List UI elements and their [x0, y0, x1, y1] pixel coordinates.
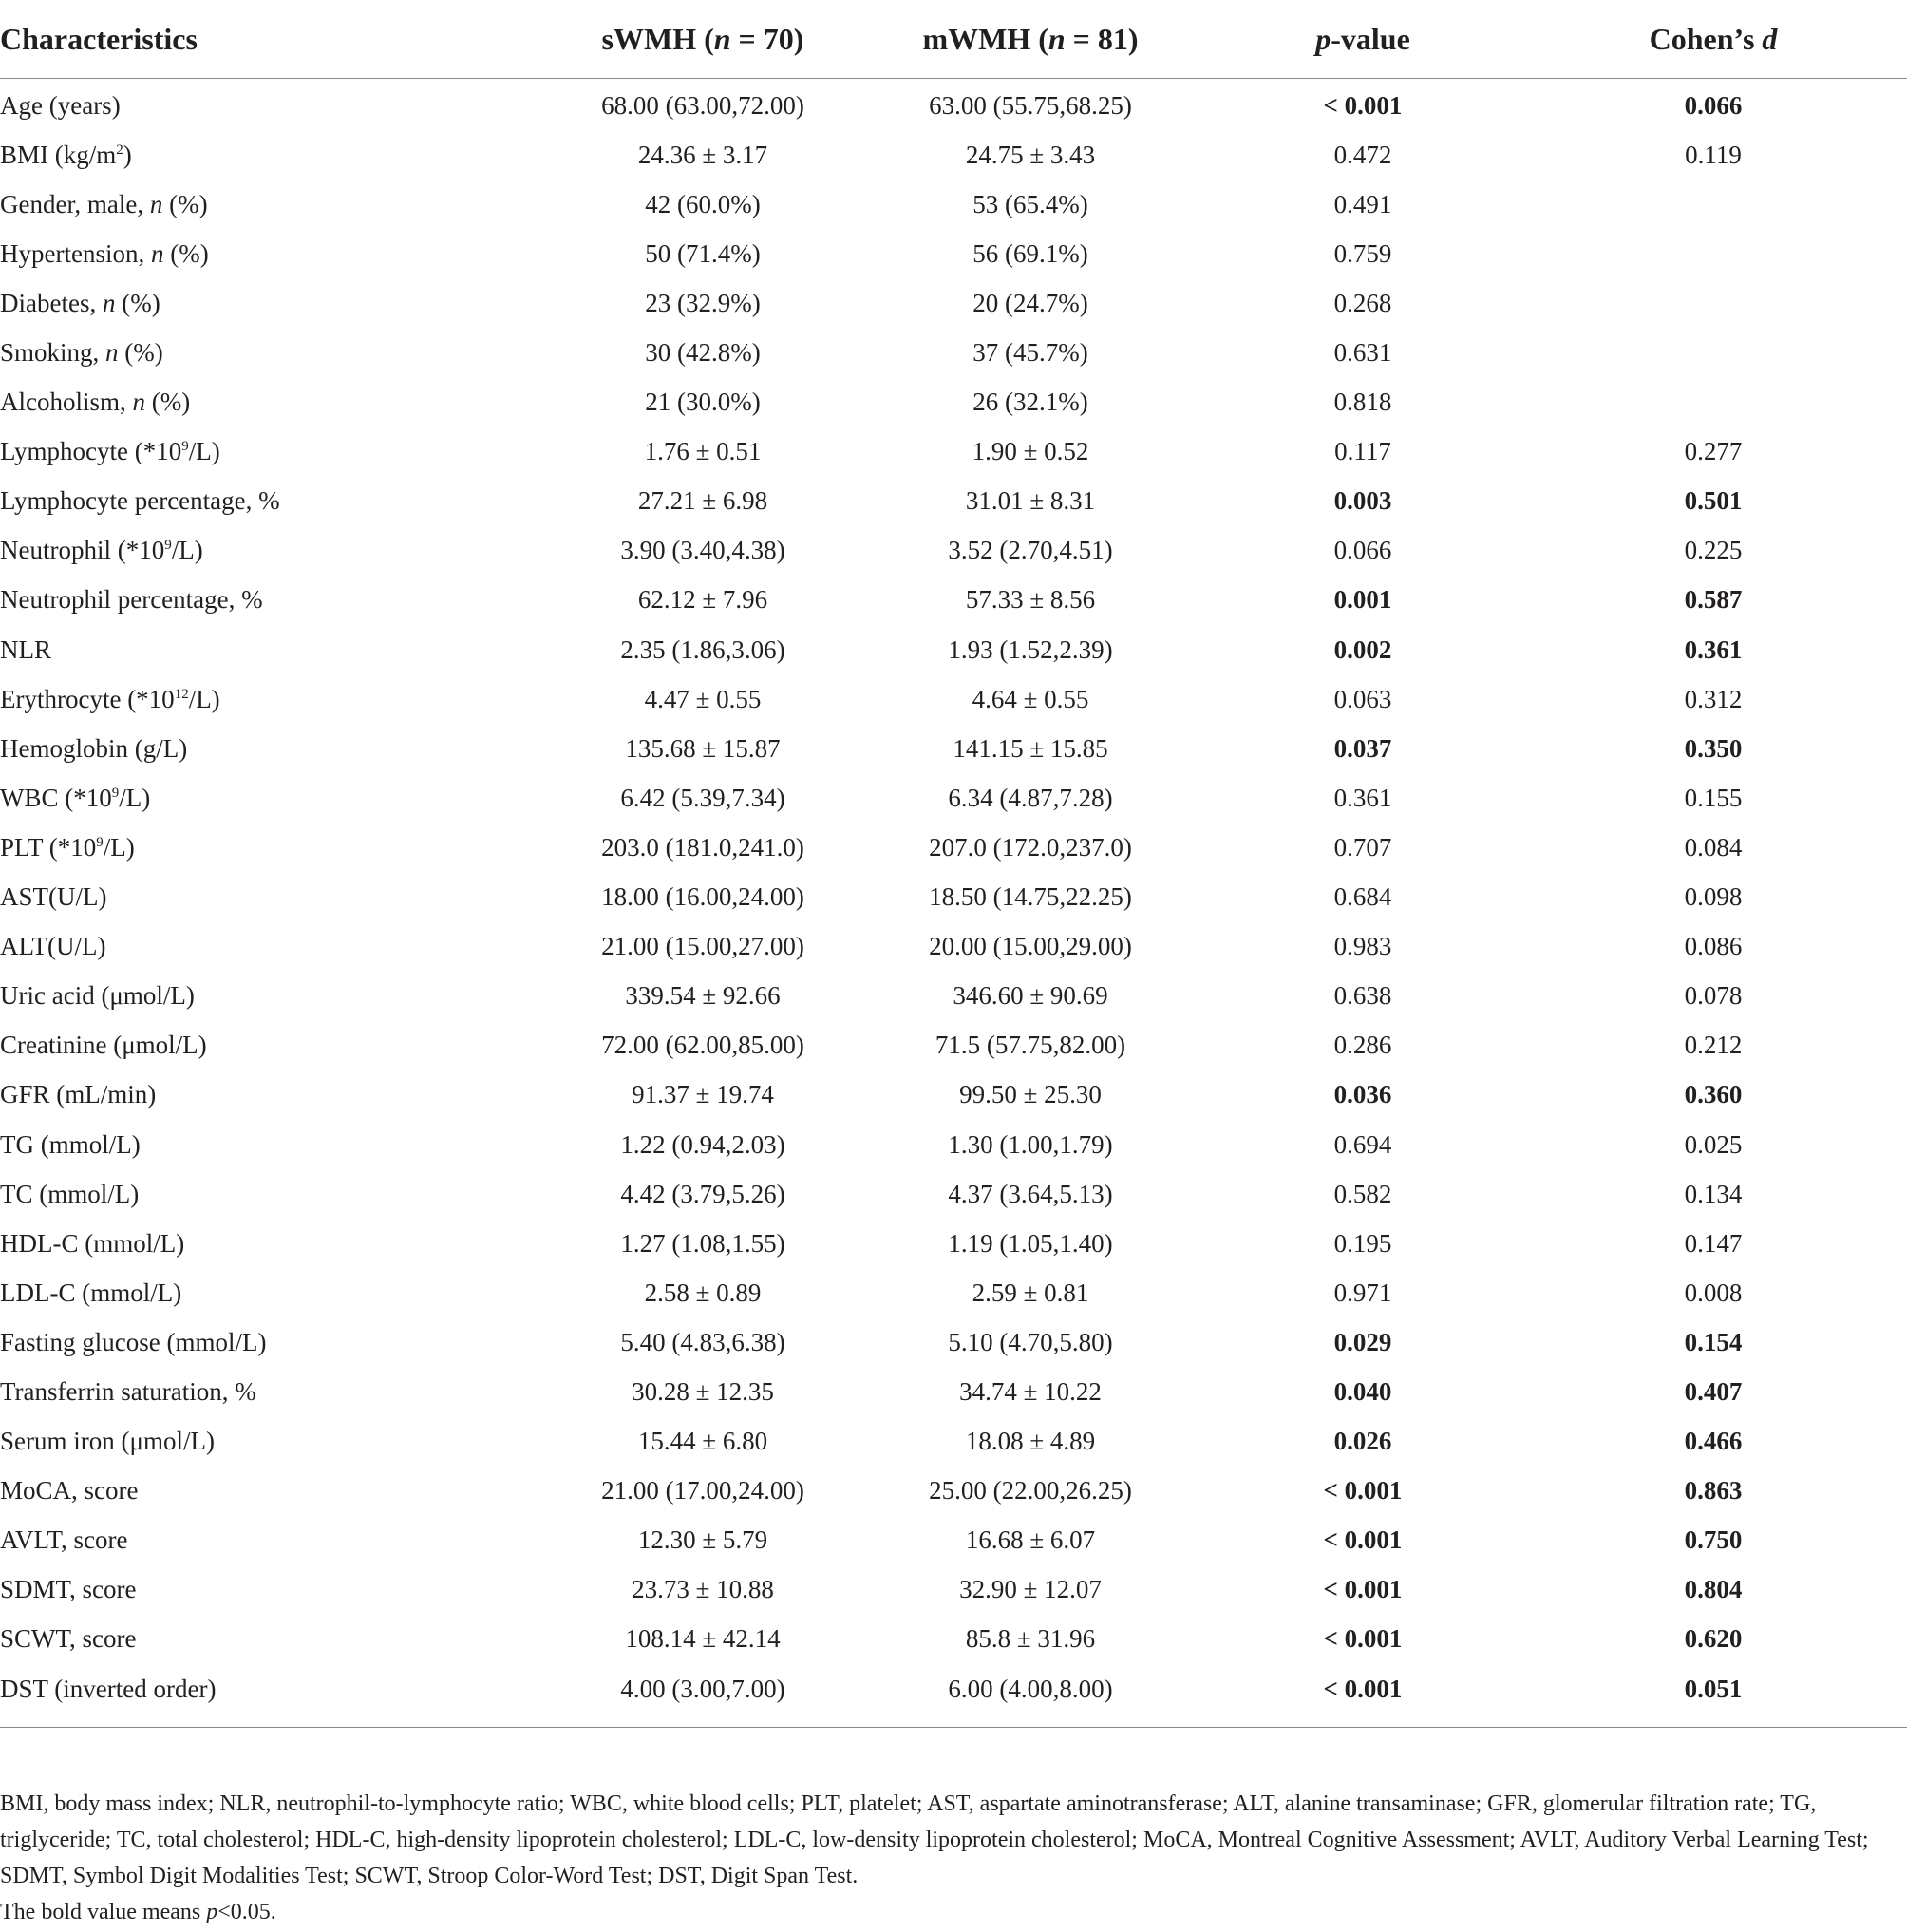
table-row — [0, 427, 1907, 477]
header-p-value: p-value — [1206, 0, 1520, 79]
table-row — [0, 1317, 1907, 1367]
cell-swmh: 4.00 (3.00,7.00) — [620, 1674, 785, 1703]
row-label: GFR (mL/min) — [0, 1080, 157, 1109]
cell-p-value: 0.003 — [1333, 486, 1392, 516]
cell-p-value: 0.268 — [1333, 288, 1392, 317]
row-label: Neutrophil $(*10^9/L)$ — [0, 536, 203, 565]
cell-mwmh: 6.34 (4.87,7.28) — [948, 783, 1113, 812]
cell-mwmh: 207.0 (172.0,237.0) — [929, 832, 1132, 862]
cell-mwmh: 99.50 ± 25.30 — [959, 1080, 1102, 1109]
cell-swmh: 50 (71.4%) — [645, 238, 761, 268]
cell-swmh: 72.00 (62.00,85.00) — [601, 1031, 804, 1060]
table-body — [0, 79, 1907, 1714]
row-label: Serum iron (μmol/L) — [0, 1427, 215, 1456]
cell-mwmh: 25.00 (22.00,26.25) — [929, 1476, 1132, 1506]
table-row — [0, 1417, 1907, 1467]
cell-mwmh: 2.59 ± 0.81 — [972, 1278, 1089, 1307]
table-row — [0, 1664, 1907, 1714]
cell-p-value: 0.036 — [1333, 1080, 1392, 1109]
cell-p-value: 0.582 — [1333, 1179, 1392, 1208]
row-label: TG (mmol/L) — [0, 1129, 141, 1159]
header-row — [0, 0, 1907, 79]
cell-p-value: 0.971 — [1333, 1278, 1392, 1307]
cell-p-value: 0.818 — [1333, 388, 1392, 417]
header-characteristics: Characteristics — [0, 0, 551, 79]
cell-cohens-d — [1520, 378, 1907, 427]
header-swmh: sWMH (n = 70) — [551, 0, 855, 79]
cell-cohens-d: 0.225 — [1684, 536, 1743, 565]
cell-swmh: 4.47 ± 0.55 — [644, 684, 762, 713]
cell-mwmh: 34.74 ± 10.22 — [959, 1376, 1102, 1406]
cell-cohens-d: 0.086 — [1684, 932, 1743, 961]
cell-mwmh: 32.90 ± 12.07 — [959, 1575, 1102, 1604]
cell-mwmh: 53 (65.4%) — [972, 189, 1088, 218]
cell-cohens-d: 0.155 — [1684, 783, 1743, 812]
cell-cohens-d: 0.008 — [1684, 1278, 1743, 1307]
cell-swmh: 91.37 ± 19.74 — [632, 1080, 774, 1109]
cell-mwmh: 56 (69.1%) — [972, 238, 1088, 268]
cell-p-value: 0.472 — [1333, 140, 1392, 169]
cell-p-value: < 0.001 — [1323, 1476, 1403, 1506]
row-label: Lymphocyte percentage, % — [0, 486, 280, 516]
cell-p-value: 0.037 — [1333, 733, 1392, 763]
cell-cohens-d: 0.360 — [1684, 1080, 1743, 1109]
cell-swmh: 23.73 ± 10.88 — [632, 1575, 774, 1604]
row-label: NLR — [0, 635, 51, 664]
row-label: Uric acid (μmol/L) — [0, 981, 195, 1011]
cell-cohens-d — [1520, 180, 1907, 229]
table-row — [0, 1219, 1907, 1268]
cell-swmh: 2.35 (1.86,3.06) — [620, 635, 785, 664]
cell-cohens-d — [1520, 328, 1907, 377]
cell-p-value: 0.631 — [1333, 338, 1392, 368]
table-row — [0, 674, 1907, 724]
cell-cohens-d: 0.147 — [1684, 1228, 1743, 1258]
cell-swmh: 15.44 ± 6.80 — [637, 1427, 768, 1456]
cell-p-value: 0.694 — [1333, 1129, 1392, 1159]
cell-swmh: 6.42 (5.39,7.34) — [620, 783, 785, 812]
table-row — [0, 576, 1907, 625]
abbreviations-note: BMI, body mass index; NLR, neutrophil-to-lymphocyte ratio; WBC, white blood cells; PLT, platelet; AST, aspartate aminotransferase; ALT, alanine transaminase; GFR, glomerular filtration rate; TG, triglyceride; TC, total cholesterol; HDL-C, high-density lipoprotein cholesterol; LDL-C, low-density lipoprotein cholesterol; MoCA, Montreal Cognitive Assessment; AVLT, Auditory Verbal Learning Test; SDMT, Symbol Digit Modalities Test; SCWT, Stroop Color-Word Test; DST, Digit Span Test. — [0, 1791, 1869, 1888]
cell-cohens-d — [1520, 229, 1907, 278]
cell-swmh: 62.12 ± 7.96 — [637, 585, 768, 615]
cell-swmh: 108.14 ± 42.14 — [625, 1624, 781, 1654]
cell-cohens-d: 0.361 — [1684, 635, 1743, 664]
cell-cohens-d: 0.350 — [1684, 733, 1743, 763]
row-label: HDL-C (mmol/L) — [0, 1228, 185, 1258]
cell-mwmh: 5.10 (4.70,5.80) — [948, 1327, 1113, 1356]
cell-cohens-d — [1520, 278, 1907, 328]
row-label: LDL-C (mmol/L) — [0, 1278, 182, 1307]
row-label: ALT(U/L) — [0, 932, 106, 961]
table-footnotes — [0, 1786, 1890, 1930]
table-row — [0, 873, 1907, 922]
cell-swmh: 68.00 (63.00,72.00) — [601, 90, 804, 120]
table-row — [0, 477, 1907, 526]
cell-p-value: 0.063 — [1333, 684, 1392, 713]
cell-swmh: 4.42 (3.79,5.26) — [620, 1179, 785, 1208]
cell-cohens-d: 0.078 — [1684, 981, 1743, 1011]
cell-mwmh: 4.37 (3.64,5.13) — [948, 1179, 1113, 1208]
table-row — [0, 1565, 1907, 1615]
row-label: Diabetes, n (%) — [0, 288, 160, 317]
cell-swmh: 18.00 (16.00,24.00) — [601, 882, 804, 912]
cell-cohens-d: 0.066 — [1684, 90, 1743, 120]
table-row — [0, 130, 1907, 180]
table-row — [0, 278, 1907, 328]
cell-mwmh: 18.50 (14.75,22.25) — [929, 882, 1132, 912]
header-mwmh: mWMH (n = 81) — [855, 0, 1206, 79]
row-label: Gender, male, n (%) — [0, 189, 208, 218]
cell-mwmh: 1.19 (1.05,1.40) — [948, 1228, 1113, 1258]
cell-p-value: 0.759 — [1333, 238, 1392, 268]
cell-swmh: 21.00 (17.00,24.00) — [601, 1476, 804, 1506]
row-label: Creatinine (μmol/L) — [0, 1031, 207, 1060]
cell-cohens-d: 0.154 — [1684, 1327, 1743, 1356]
cell-cohens-d: 0.804 — [1684, 1575, 1743, 1604]
cell-p-value: < 0.001 — [1323, 1674, 1403, 1703]
cell-swmh: 1.27 (1.08,1.55) — [620, 1228, 785, 1258]
row-label: WBC $(*10^9/L)$ — [0, 783, 151, 812]
cell-mwmh: 141.15 ± 15.85 — [953, 733, 1108, 763]
row-label: AVLT, score — [0, 1525, 128, 1555]
table-row — [0, 1268, 1907, 1317]
cell-mwmh: 20.00 (15.00,29.00) — [929, 932, 1132, 961]
cell-cohens-d: 0.084 — [1684, 832, 1743, 862]
cell-mwmh: 37 (45.7%) — [972, 338, 1088, 368]
row-label: Erythrocyte $(*10^{12}/L)$ — [0, 684, 220, 713]
row-label: Age (years) — [0, 90, 121, 120]
table-row — [0, 1615, 1907, 1664]
table-row — [0, 922, 1907, 972]
table-row — [0, 180, 1907, 229]
table-row — [0, 724, 1907, 773]
cell-swmh: 42 (60.0%) — [645, 189, 761, 218]
row-label: MoCA, score — [0, 1476, 139, 1506]
cell-swmh: 21.00 (15.00,27.00) — [601, 932, 804, 961]
cell-p-value: 0.361 — [1333, 783, 1392, 812]
cell-mwmh: 63.00 (55.75,68.25) — [929, 90, 1132, 120]
cell-cohens-d: 0.750 — [1684, 1525, 1743, 1555]
row-label: SDMT, score — [0, 1575, 137, 1604]
row-label: Fasting glucose (mmol/L) — [0, 1327, 267, 1356]
cell-p-value: 0.002 — [1333, 635, 1392, 664]
cell-cohens-d: 0.277 — [1684, 437, 1743, 466]
row-label: Smoking, n (%) — [0, 338, 163, 368]
table-row — [0, 823, 1907, 872]
table-row — [0, 1120, 1907, 1169]
cell-mwmh: 16.68 ± 6.07 — [965, 1525, 1096, 1555]
cell-p-value: 0.066 — [1333, 536, 1392, 565]
cell-mwmh: 1.90 ± 0.52 — [972, 437, 1089, 466]
cell-p-value: 0.117 — [1334, 437, 1391, 466]
table-row — [0, 526, 1907, 576]
cell-p-value: 0.286 — [1333, 1031, 1392, 1060]
cell-mwmh: 31.01 ± 8.31 — [965, 486, 1096, 516]
cell-p-value: 0.638 — [1333, 981, 1392, 1011]
cell-mwmh: 85.8 ± 31.96 — [965, 1624, 1096, 1654]
cell-swmh: 2.58 ± 0.89 — [644, 1278, 762, 1307]
cell-p-value: < 0.001 — [1323, 1575, 1403, 1604]
cell-cohens-d: 0.134 — [1684, 1179, 1743, 1208]
table-row — [0, 773, 1907, 823]
cell-p-value: 0.195 — [1333, 1228, 1392, 1258]
cell-mwmh: 26 (32.1%) — [972, 388, 1088, 417]
cell-swmh: 30.28 ± 12.35 — [632, 1376, 774, 1406]
row-label: Hemoglobin (g/L) — [0, 733, 188, 763]
table-row — [0, 1516, 1907, 1565]
table-row — [0, 79, 1907, 131]
cell-swmh: 203.0 (181.0,241.0) — [601, 832, 804, 862]
cell-swmh: 135.68 ± 15.87 — [625, 733, 781, 763]
cell-cohens-d: 0.312 — [1684, 684, 1743, 713]
row-label: Lymphocyte $(*10^9/L)$ — [0, 437, 220, 466]
cell-mwmh: 57.33 ± 8.56 — [965, 585, 1096, 615]
table-bottom-rule — [0, 1727, 1907, 1728]
cell-swmh: 23 (32.9%) — [645, 288, 761, 317]
cell-p-value: < 0.001 — [1323, 1525, 1403, 1555]
cell-mwmh: 4.64 ± 0.55 — [972, 684, 1089, 713]
table-row — [0, 1021, 1907, 1070]
cell-cohens-d: 0.407 — [1684, 1376, 1743, 1406]
table-row — [0, 229, 1907, 278]
cell-cohens-d: 0.119 — [1685, 140, 1742, 169]
cell-cohens-d: 0.587 — [1684, 585, 1743, 615]
table-header — [0, 0, 1907, 79]
cell-p-value: < 0.001 — [1323, 90, 1403, 120]
table-row — [0, 328, 1907, 377]
cell-swmh: 339.54 ± 92.66 — [625, 981, 781, 1011]
cell-cohens-d: 0.212 — [1684, 1031, 1743, 1060]
cell-mwmh: 6.00 (4.00,8.00) — [948, 1674, 1113, 1703]
row-label: BMI $(kg/m^2)$ — [0, 140, 132, 169]
cell-swmh: 30 (42.8%) — [645, 338, 761, 368]
cell-p-value: < 0.001 — [1323, 1624, 1403, 1654]
cell-swmh: 3.90 (3.40,4.38) — [620, 536, 785, 565]
row-label: AST(U/L) — [0, 882, 107, 912]
cell-p-value: 0.707 — [1333, 832, 1392, 862]
table-row — [0, 625, 1907, 674]
cell-swmh: 1.76 ± 0.51 — [644, 437, 762, 466]
row-label: PLT $(*10^9/L)$ — [0, 832, 135, 862]
cell-p-value: 0.026 — [1333, 1427, 1392, 1456]
cell-cohens-d: 0.466 — [1684, 1427, 1743, 1456]
cell-swmh: 1.22 (0.94,2.03) — [620, 1129, 785, 1159]
row-label: SCWT, score — [0, 1624, 137, 1654]
table-row — [0, 1169, 1907, 1219]
cell-mwmh: 1.93 (1.52,2.39) — [948, 635, 1113, 664]
table-row — [0, 972, 1907, 1021]
cell-p-value: 0.040 — [1333, 1376, 1392, 1406]
header-cohens-d: Cohen’s d — [1520, 0, 1907, 79]
cell-cohens-d: 0.620 — [1684, 1624, 1743, 1654]
cell-mwmh: 71.5 (57.75,82.00) — [935, 1031, 1126, 1060]
cell-swmh: 12.30 ± 5.79 — [637, 1525, 768, 1555]
cell-cohens-d: 0.098 — [1684, 882, 1743, 912]
cell-cohens-d: 0.863 — [1684, 1476, 1743, 1506]
cell-p-value: 0.001 — [1333, 585, 1392, 615]
cell-mwmh: 18.08 ± 4.89 — [965, 1427, 1096, 1456]
cell-cohens-d: 0.051 — [1684, 1674, 1743, 1703]
cell-mwmh: 3.52 (2.70,4.51) — [948, 536, 1113, 565]
cell-mwmh: 1.30 (1.00,1.79) — [948, 1129, 1113, 1159]
table-row — [0, 1467, 1907, 1516]
cell-cohens-d: 0.025 — [1684, 1129, 1743, 1159]
significance-note: The bold value means p<0.05. — [0, 1900, 276, 1924]
cell-p-value: 0.491 — [1333, 189, 1392, 218]
table-row — [0, 1367, 1907, 1416]
cell-swmh: 24.36 ± 3.17 — [637, 140, 768, 169]
row-label: Alcoholism, n (%) — [0, 388, 191, 417]
cell-mwmh: 20 (24.7%) — [972, 288, 1088, 317]
cell-swmh: 21 (30.0%) — [645, 388, 761, 417]
cell-swmh: 27.21 ± 6.98 — [637, 486, 768, 516]
cell-mwmh: 346.60 ± 90.69 — [953, 981, 1108, 1011]
cell-cohens-d: 0.501 — [1684, 486, 1743, 516]
row-label: Hypertension, n (%) — [0, 238, 209, 268]
row-label: DST (inverted order) — [0, 1674, 217, 1703]
cell-p-value: 0.983 — [1333, 932, 1392, 961]
table-row — [0, 1070, 1907, 1120]
row-label: TC (mmol/L) — [0, 1179, 140, 1208]
row-label: Neutrophil percentage, % — [0, 585, 263, 615]
row-label: Transferrin saturation, % — [0, 1376, 256, 1406]
cell-p-value: 0.029 — [1333, 1327, 1392, 1356]
cell-mwmh: 24.75 ± 3.43 — [965, 140, 1096, 169]
cell-swmh: 5.40 (4.83,6.38) — [620, 1327, 785, 1356]
table-row — [0, 378, 1907, 427]
cell-p-value: 0.684 — [1333, 882, 1392, 912]
